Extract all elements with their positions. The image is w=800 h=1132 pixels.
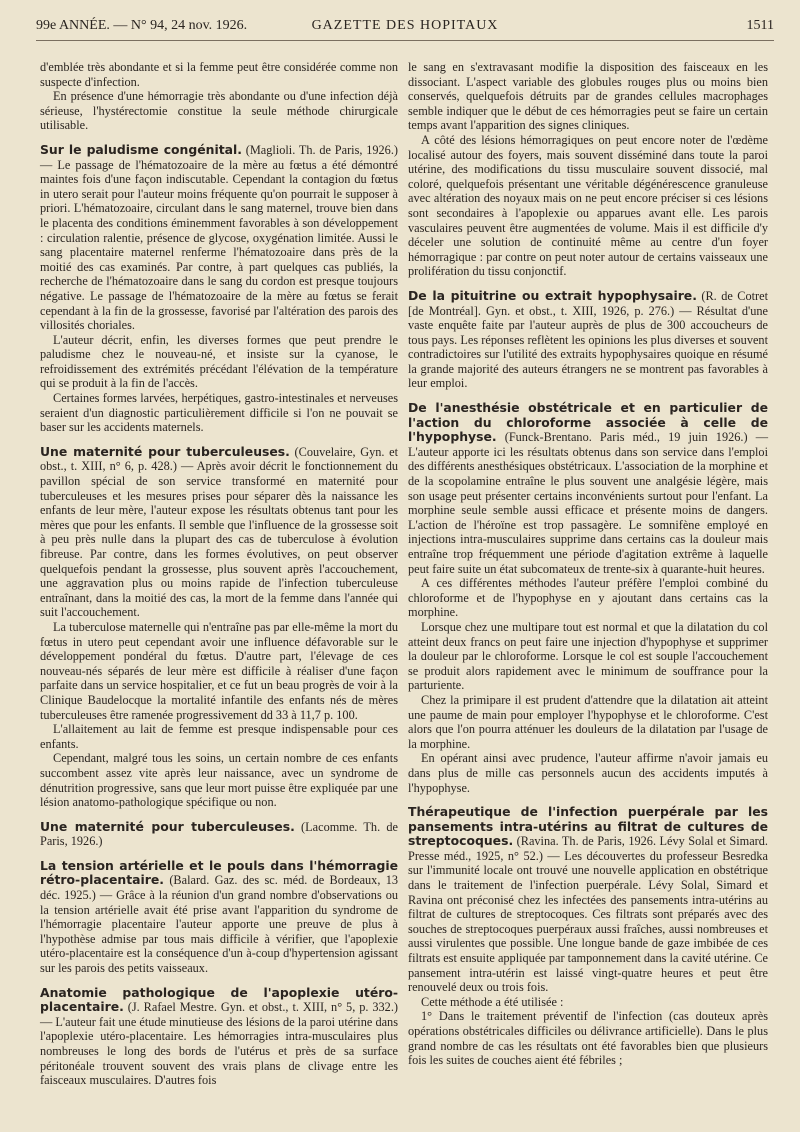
body-paragraph: d'emblée très abondante et si la femme peut être considérée comme non suspecte d'infection. — [40, 60, 398, 89]
article-title: La tension artérielle et le pouls dans l'hémorragie rétro-placentaire. — [40, 857, 398, 888]
article-title: De l'anesthésie obstétricale et en particulier de l'action du chloroforme associée à celle de l'hypophyse. — [408, 400, 768, 445]
page-number: 1511 — [746, 18, 774, 33]
article-body: — L'auteur apporte ici les résultats obtenus dans son service dans l'emploi des différents anesthésiques obstétricaux. L'association de la morphine et de la scopolamine entraîne le plus souvent une analgésie légère, mais son usage peut présenter certains inconvénients surtout pour l'enfant. La morphine seule semble aussi efficace et présente moins de dangers. L'action de l'héroïne est trop passagère. Le somnifène employé en injections intra-musculaires supprime dans certains cas la douleur mais entraîne trop fréquemment une période d'agitation extrême à laquelle peut faire suite un état subcomateux de trente-six à quarante-huit heures. — [408, 430, 769, 576]
article-paragraph — [408, 401, 768, 576]
article-body: — Les découvertes du professeur Besredka sur l'immunité locale ont trouvé une nouvelle application en obstétrique dans le traitement de l'infection puerpérale. Lévy Solal, Simard et Ravina ont préconisé chez les infectées des pansements intra-utérins au filtrat de cultures de streptocoques. Ces filtrats sont préparés avec des souches de streptocoques puerpéraux aussi fraîches, aussi nombreuses et aussi virulentes que possible. Une longue bande de gaze imbibée de ces filtrats est ensuite appliquée par tamponnement dans la cavité utérine. Ce pansement intra-utérin est laissé vingt-quatre heures et peut être renouvelé deux ou trois fois. — [408, 848, 768, 995]
article-reference: (J. Rafael Mestre. Gyn. et obst., t. XIII, n° 5, p. 332.) — [127, 1000, 398, 1015]
body-paragraph: Lorsque chez une multipare tout est normal et que la dilatation du col atteint deux francs on peut faire une injection d'hypophyse et supprimer la douleur par le chloroforme. Lorsque le col est souple l'accouchement se produit alors rapidement avec le minimum de souffrance pour la parturiente. — [408, 619, 768, 693]
article-paragraph — [40, 143, 398, 333]
article-title: Une maternité pour tuberculeuses. — [40, 818, 295, 834]
body-paragraph: Certaines formes larvées, herpétiques, gastro-intestinales et nerveuses seraient d'un diagnostic particulièrement difficile si l'on ne pouvait se baser sur les accidents maternels. — [40, 391, 398, 435]
article-reference: (R. de Cotret [de Montréal]. Gyn. et obst., t. XIII, 1926, p. 276.) — [408, 288, 768, 318]
body-paragraph: En opérant ainsi avec prudence, l'auteur affirme n'avoir jamais eu dans plus de mille cas personnels aucun des accidents imputés à l'hypophyse. — [408, 751, 768, 795]
body-paragraph: A côté des lésions hémorragiques on peut encore noter de l'œdème localisé autour des foyers, mais souvent disséminé dans toute la paroi utérine, des modifications du tissu musculaire souvent dissocié, mal coloré, quelquefois présentant une véritable dégénérescence granuleuse avec altération des noyaux mais on ne peut encore préciser si ces lésions sont secondaires à l'apoplexie ou apparues avant elle. Les parois vasculaires peuvent être augmentées de volume. Mais il est difficile d'y déceler une solution de continuité même au centre d'un foyer hémorragique : par contre on peut noter autour de certains vaisseaux une prolifération du tissu conjonctif. — [408, 132, 768, 279]
article-body: — Après avoir décrit le fonctionnement du pavillon spécial de son service transformé en maternité pour tuberculeuses et les mesures prises pour séparer dès la naissance les enfants de leur mère, l'auteur expose les résultats obtenus tant pour les mères que pour les enfants. Il semble que l'influence de la grossesse soit à peu près nulle dans la plupart des cas de tuberculose à évolution fibreuse. Par contre, dans les formes évolutives, on peut observer quelquefois pendant la grossesse, plus souvent après l'accouchement, une aggravation plus ou moins rapide de l'infection tuberculeuse entraînant, dans la moitié des cas, la mort de la femme dans l'année qui suit l'accouchement. — [40, 459, 398, 620]
body-paragraph: L'auteur décrit, enfin, les diverses formes que peut prendre le paludisme chez le nouveau-né, et insiste sur la cyanose, le refroidissement des extrémités précédant l'élévation de la température qui se produit à la fin de l'accès. — [40, 332, 398, 391]
article-reference: (Lacomme. Th. de Paris, 1926.) — [40, 819, 398, 849]
body-paragraph: 1° Dans le traitement préventif de l'infection (cas douteux après opérations obstétricales difficiles ou délivrance artificielle). Dans le plus grand nombre de cas les résultats ont été favorables bien que plusieurs fois les suites de couches aient été fébriles ; — [408, 1009, 768, 1068]
body-paragraph: Cependant, malgré tous les soins, un certain nombre de ces enfants succombent assez vite après leur naissance, avec un syndrome de dénutrition progressive, sans que leur mort puisse être expliquée par une lésion anatomo-pathologique spécifique ou non. — [40, 751, 398, 810]
article-paragraph — [40, 820, 398, 849]
issue-info: 99e ANNÉE. — N° 94, 24 nov. 1926. — [36, 18, 248, 33]
body-paragraph: La tuberculose maternelle qui n'entraîne pas par elle-même la mort du fœtus in utero peut cependant avoir une influence défavorable sur le développement pondéral du fœtus. D'autre part, l'élevage de ces nouveau-nés séparés de leur mère est difficile à réaliser d'une façon parfaite dans un service hospitalier, et ce fut un beau progrès de voir à la Clinique Baudelocque la mortalité infantile des enfants nés de mères tuberculeuses être ramenée progressivement dd 33 à 11,7 p. 100. — [40, 619, 398, 722]
article-paragraph — [40, 986, 398, 1088]
article-paragraph — [40, 859, 398, 976]
article-reference: (Ravina. Th. de Paris, 1926. Lévy Solal et Simard. Presse méd., 1925, n° 52.) — [408, 834, 768, 863]
article-body: — L'auteur fait une étude minutieuse des lésions de la paroi utérine dans l'apoplexie utéro-placentaire. Les hémorragies intra-musculaires plus nombreuses le long des bords de l'utérus et près de sa surface péritonéale trouvent souvent des vrais plans de clivage entre les faisceaux musculaires. D'autres fois — [40, 1014, 398, 1088]
article-title: Sur le paludisme congénital. — [40, 141, 242, 157]
article-paragraph — [408, 805, 768, 995]
article-title: Une maternité pour tuberculeuses. — [40, 443, 290, 459]
article-reference: (Balard. Gaz. des sc. méd. de Bordeaux, 13 déc. 1925.) — [40, 873, 399, 903]
article-body: — Résultat d'une vaste enquête faite par l'auteur auprès de plus de 300 accoucheurs de tous pays. Les réponses reflètent les opinions les plus diverses et souvent contradictoires sur l'utilité des extraits hypophysaires quoique en résumé la grande majorité des auteurs étrangers ne se montrent pas favorables à leur emploi. — [408, 303, 768, 391]
article-body: — Le passage de l'hématozoaire de la mère au fœtus a été démontré maintes fois d'une façon indiscutable. Cependant la contagion du fœtus in utero serait pour l'auteur moins fréquente qu'on pourrait le supposer à priori. L'hématozoaire, circulant dans le sang maternel, trouve bien dans le placenta des conditions éminemment favorables à son développement : circulation ralentie, présence de glycose, oxygénation limitée. Aussi le sang placentaire maternel renferme l'hématozoaire dans près de la moitié des cas examinés. Par contre, à part quelques cas publiés, la recherche de l'hématozoaire dans le sang du cordon est presque toujours négative. Le passage de l'hématozoaire de la mère au fœtus se ferait cependant à la fin de la grossesse, favorisé par l'altération des parois des villosités choriales. — [40, 157, 398, 333]
article-paragraph — [408, 289, 768, 391]
article-paragraph — [40, 445, 398, 620]
body-paragraph: A ces différentes méthodes l'auteur préfère l'emploi combiné du chloroforme et de l'hypophyse en y ajoutant dans certains cas la morphine. — [408, 576, 768, 620]
body-paragraph: En présence d'une hémorragie très abondante ou d'une infection déjà sérieuse, l'hystérectomie constitue la seule méthode chirurgicale utilisable. — [40, 89, 398, 133]
body-paragraph: L'allaitement au lait de femme est presque indispensable pour ces enfants. — [40, 722, 398, 751]
left-column — [40, 60, 398, 1088]
article-title: Anatomie pathologique de l'apoplexie utéro-placentaire. — [40, 984, 398, 1015]
article-reference: (Maglioli. Th. de Paris, 1926.) — [245, 142, 399, 157]
article-reference: (Funck-Brentano. Paris méd., 19 juin 1926.) — [504, 430, 748, 445]
body-paragraph: Cette méthode a été utilisée : — [421, 994, 564, 1009]
journal-title: GAZETTE DES HOPITAUX — [311, 18, 499, 33]
running-header — [36, 16, 774, 41]
body-paragraph: le sang en s'extravasant modifie la disposition des faisceaux en les dissociant. L'aspect variable des globules rouges plus ou moins bien conservés, quelquefois détruits par de grandes cellules macrophages semble indiquer que le début de ces hémorragies peut se faire un certain temps avant l'apparition des signes cliniques. — [408, 60, 768, 133]
article-body: — Grâce à la réunion d'un grand nombre d'observations ou la tension artérielle avait été prise avant l'apparition du syndrome de l'hémorragie placentaire l'auteur apporte une preuve de plus à l'hypothèse admise par tous mais difficile à vérifier, que l'apoplexie utéro-placentaire est la conséquence d'un à-coup d'hypertension agissant sur les parois des petits vaisseaux. — [40, 888, 398, 976]
article-title: De la pituitrine ou extrait hypophysaire. — [408, 287, 697, 303]
article-title: Thérapeutique de l'infection puerpérale par les pansements intra-utérins au filtrat de cultures de streptocoques. — [408, 804, 768, 849]
right-column — [408, 60, 768, 1068]
body-paragraph: Chez la primipare il est prudent d'attendre que la dilatation ait atteint une paume de main pour employer l'hypophyse et le chloroforme. C'est alors que l'on pourra atténuer les douleurs de la dilatation par l'usage de la morphine. — [408, 692, 768, 751]
article-reference: (Couvelaire, Gyn. et obst., t. XIII, n° 6, p. 428.) — [40, 444, 398, 474]
